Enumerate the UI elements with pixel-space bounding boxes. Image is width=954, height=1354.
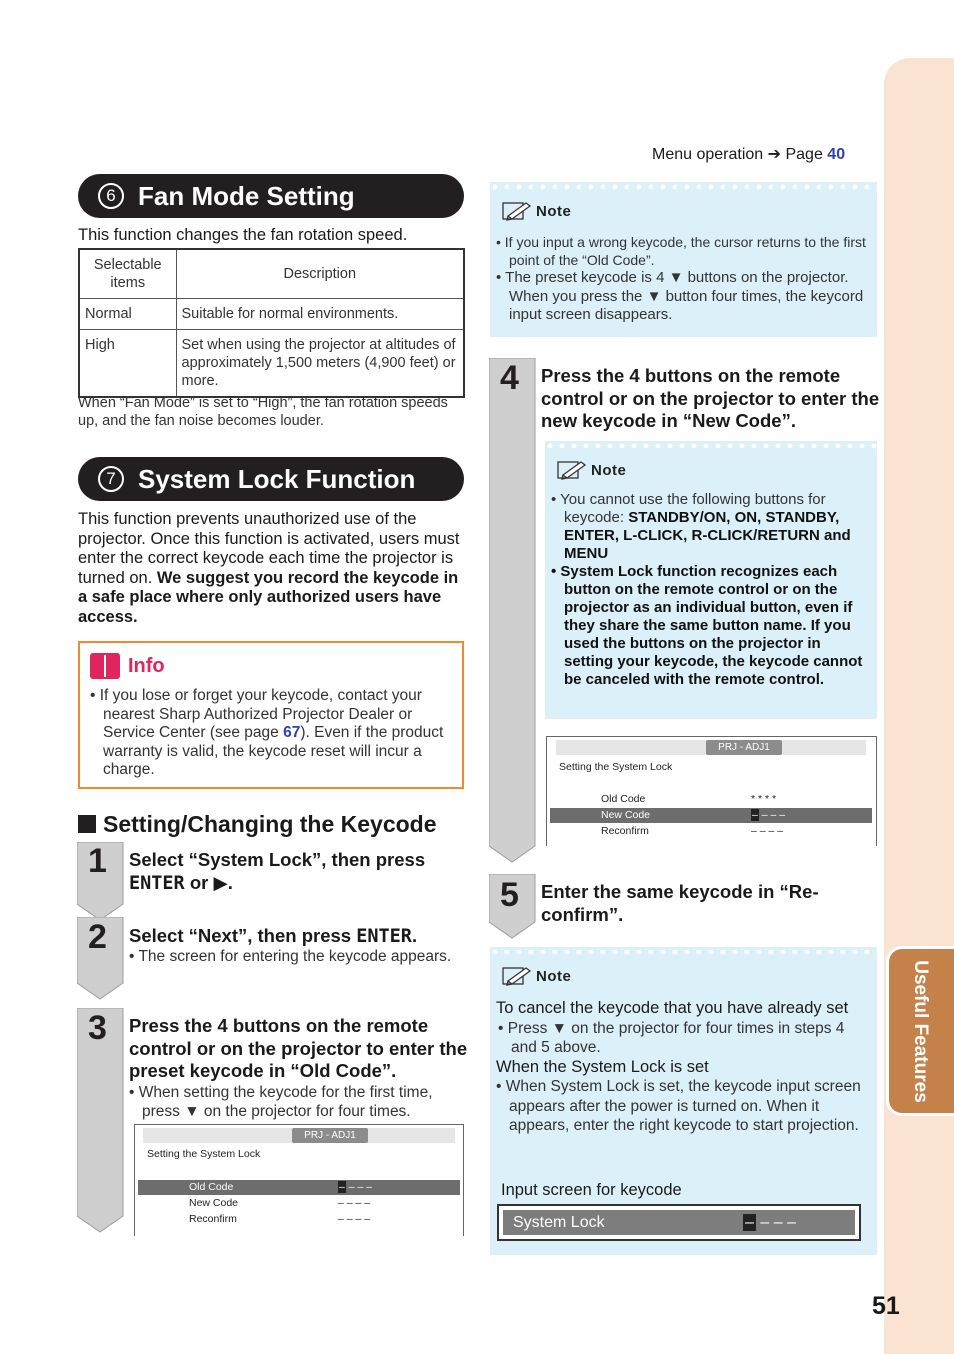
section-number-6: 6 bbox=[98, 183, 124, 209]
enter-key-label: ENTER bbox=[356, 926, 412, 947]
old-code-label: Old Code bbox=[601, 793, 646, 805]
intro-plain: This function prevents unauthorized use of the projector. Once this function is activated, users must enter the correct keycode each time the projector is turned on. bbox=[78, 510, 460, 587]
keycode-input-field[interactable] bbox=[503, 1210, 855, 1235]
fan-mode-header bbox=[78, 174, 464, 218]
prj-label: PRJ - ADJ1 bbox=[706, 740, 782, 755]
section-number-7: 7 bbox=[98, 466, 124, 492]
intro-bold: We suggest you record the keycode in a safe place where only authorized users have access. bbox=[78, 568, 459, 626]
table-header-row bbox=[79, 249, 464, 299]
step-3-number: 3 bbox=[88, 1009, 107, 1047]
input-screen-caption: Input screen for keycode bbox=[501, 1181, 682, 1199]
list-item: • When System Lock is set, the keycode input screen appears after the power is turned on. When it appears, enter the right keycode to start projection. bbox=[496, 1078, 861, 1134]
menu-page-link[interactable]: 40 bbox=[827, 146, 846, 163]
step-3-bullet: • When setting the keycode for the first time, press ▼ on the projector for four times. bbox=[129, 1084, 433, 1120]
old-code-dashes: – – – bbox=[348, 1181, 373, 1193]
system-lock-header bbox=[78, 457, 464, 501]
highlight-row bbox=[138, 1180, 460, 1195]
step-3-title: Press the 4 buttons on the remote control or on the projector to enter the preset keycode in “Old Code”. bbox=[129, 1015, 468, 1081]
list-item: • If you input a wrong keycode, the cursor returns to the first point of the “Old Code”. bbox=[496, 234, 866, 268]
old-code-value: – – – – bbox=[339, 1181, 373, 1193]
square-bullet-icon bbox=[78, 815, 96, 833]
step-2-text-b: . bbox=[411, 925, 418, 946]
list-item: • Press ▼ on the projector for four times in steps 4 and 5 above. bbox=[498, 1019, 845, 1056]
step-2-bullet: • The screen for entering the keycode appears. bbox=[129, 948, 452, 965]
section-tab-label-wrap bbox=[886, 946, 954, 1116]
side-strip bbox=[884, 58, 954, 1354]
info-text-b: ). Even if the product warranty is valid, the keycode reset will incur a charge. bbox=[103, 724, 444, 778]
system-lock-intro bbox=[78, 510, 466, 627]
fan-mode-intro: This function changes the fan rotation speed. bbox=[78, 226, 408, 244]
enter-key-label: ENTER bbox=[129, 872, 185, 894]
table-row bbox=[79, 299, 464, 330]
table-header: Selectable items bbox=[79, 249, 176, 299]
new-code-value: – – – – bbox=[338, 1197, 371, 1209]
step-1-text-b: or ▶. bbox=[184, 871, 233, 893]
note-2-item-2: System Lock function recognizes each button on the remote control or on the projector as an individual button, even if they share the same button name. If you used the buttons on the projector in setting your keycode, the keycode cannot be canceled with the remote control. bbox=[560, 563, 863, 688]
pencil-note-icon bbox=[500, 965, 534, 987]
cancel-bullet-text: Press ▼ on the projector for four times in steps 4 and 5 above. bbox=[507, 1019, 845, 1056]
table-cell: Normal bbox=[79, 299, 176, 330]
info-title bbox=[90, 653, 452, 679]
screen-heading: Setting the System Lock bbox=[559, 761, 673, 773]
table-row bbox=[79, 330, 464, 398]
note-heading bbox=[500, 965, 571, 987]
step-4-title: Press the 4 buttons on the remote control or on the projector to enter the new keycode in “New Code”. bbox=[541, 365, 880, 431]
note-1-item-2: The preset keycode is 4 ▼ buttons on the projector. When you press the ▼ button four times, the keycord input screen disappears. bbox=[505, 269, 864, 323]
step-2-bullet-text: The screen for entering the keycode appears. bbox=[138, 948, 452, 965]
note-dotted-edge bbox=[545, 441, 877, 451]
list-item: • The preset keycode is 4 ▼ buttons on the projector. When you press the ▼ button four times, the keycord input screen disappears. bbox=[496, 269, 864, 323]
step-5-title: Enter the same keycode in “Re-confirm”. bbox=[541, 881, 819, 925]
note-heading bbox=[500, 200, 571, 222]
old-code-label: Old Code bbox=[189, 1181, 234, 1193]
cancel-heading: To cancel the keycode that you have already set bbox=[496, 999, 849, 1017]
system-lock-title: System Lock Function bbox=[138, 463, 416, 494]
note-label: Note bbox=[536, 202, 572, 220]
table-cell: High bbox=[79, 330, 176, 398]
menu-operation-ref bbox=[652, 144, 845, 164]
note-dotted-edge bbox=[490, 182, 877, 192]
note-label: Note bbox=[591, 461, 627, 479]
new-code-label: New Code bbox=[601, 809, 651, 821]
table-cell: Set when using the projector at altitudes of approximately 1,500 meters (4,900 feet) or more. bbox=[176, 330, 464, 398]
step-4-strip bbox=[489, 358, 537, 866]
step-1-text-a: Select “System Lock”, then press bbox=[129, 849, 426, 870]
step-3-bullet-text: When setting the keycode for the first time, press ▼ on the projector for four times. bbox=[138, 1084, 433, 1120]
fan-mode-title: Fan Mode Setting bbox=[138, 180, 355, 211]
keycode-input-screen bbox=[497, 1204, 861, 1241]
fan-mode-footnote: When “Fan Mode” is set to “High”, the fan rotation speeds up, and the fan noise becomes louder. bbox=[78, 395, 448, 429]
note-box-1 bbox=[490, 182, 877, 337]
list-item: • You cannot use the following buttons for keycode: STANDBY/ON, ON, STANDBY, ENTER, L-CLICK, R-CLICK/RETURN and MENU bbox=[551, 491, 851, 562]
highlight-row bbox=[550, 808, 872, 823]
table-header: Description bbox=[176, 249, 464, 299]
prj-label: PRJ - ADJ1 bbox=[292, 1128, 368, 1143]
step-2-title bbox=[129, 925, 469, 949]
reconfirm-label: Reconfirm bbox=[189, 1213, 237, 1225]
menu-operation-text: Menu operation ➔ Page bbox=[652, 146, 828, 163]
info-text-a: If you lose or forget your keycode, contact your nearest Sharp Authorized Projector Dealer or Service Center (see page bbox=[99, 687, 422, 741]
step-1-title bbox=[129, 849, 469, 895]
new-code-label: New Code bbox=[189, 1197, 239, 1209]
screen-heading: Setting the System Lock bbox=[147, 1148, 261, 1160]
reconfirm-value: – – – – bbox=[338, 1213, 371, 1225]
note-dotted-edge bbox=[490, 947, 877, 957]
new-code-screen bbox=[546, 736, 877, 846]
new-code-value: – – – – bbox=[752, 809, 786, 821]
info-title-text: Info bbox=[128, 654, 165, 677]
note-1-list bbox=[496, 234, 868, 325]
keycode-subheading bbox=[78, 811, 437, 838]
book-icon bbox=[90, 653, 120, 679]
info-box bbox=[78, 641, 464, 789]
info-page-link[interactable]: 67 bbox=[283, 724, 301, 741]
step-1-number: 1 bbox=[88, 842, 107, 880]
pencil-note-icon bbox=[500, 200, 534, 222]
old-code-value: * * * * bbox=[751, 793, 777, 805]
new-code-dashes: – – – bbox=[761, 809, 786, 821]
step-5-number: 5 bbox=[500, 876, 519, 914]
page-number: 51 bbox=[872, 1292, 900, 1320]
step-2-number: 2 bbox=[88, 918, 107, 956]
table-cell: Suitable for normal environments. bbox=[176, 299, 464, 330]
old-code-screen bbox=[134, 1124, 464, 1236]
set-bullet-text: When System Lock is set, the keycode input screen appears after the power is turned on. When it appears, enter the right keycode to start projection. bbox=[505, 1078, 861, 1134]
note-heading bbox=[555, 459, 626, 481]
keycode-dashes-rest: – – – bbox=[760, 1213, 796, 1231]
note-3-content bbox=[496, 999, 868, 1136]
fan-mode-table bbox=[78, 248, 465, 398]
note-2-list bbox=[551, 491, 871, 689]
keycode-dashes: – – – – bbox=[745, 1213, 796, 1231]
note-2-item-1-bold: STANDBY/ON, ON, STANDBY, ENTER, L-CLICK, R-CLICK/RETURN and MENU bbox=[564, 509, 851, 562]
note-label: Note bbox=[536, 967, 572, 985]
set-heading: When the System Lock is set bbox=[496, 1057, 709, 1076]
step-2-text-a: Select “Next”, then press bbox=[129, 925, 357, 946]
note-2-item-1-text: You cannot use the following buttons for keycode: bbox=[560, 491, 826, 526]
list-item: • System Lock function recognizes each button on the remote control or on the projector as an individual button, even if they share the same button name. If you used the buttons on the projector in setting your keycode, the keycode cannot be canceled with the remote control. bbox=[551, 563, 863, 688]
reconfirm-value: – – – – bbox=[751, 825, 784, 837]
system-lock-label: System Lock bbox=[513, 1213, 605, 1231]
keycode-subheading-text: Setting/Changing the Keycode bbox=[103, 811, 437, 837]
info-bullet: • If you lose or forget your keycode, contact your nearest Sharp Authorized Projector Dealer or Service Center (see page 67). Even if the product warranty is valid, the keycode reset will incur a charge. bbox=[90, 687, 444, 778]
note-1-item-1: If you input a wrong keycode, the cursor returns to the first point of the “Old Code”. bbox=[504, 234, 866, 268]
reconfirm-label: Reconfirm bbox=[601, 825, 649, 837]
section-tab-label: Useful Features bbox=[909, 959, 931, 1103]
note-box-2 bbox=[545, 441, 877, 719]
step-4-number: 4 bbox=[500, 359, 519, 397]
pencil-note-icon bbox=[555, 459, 589, 481]
